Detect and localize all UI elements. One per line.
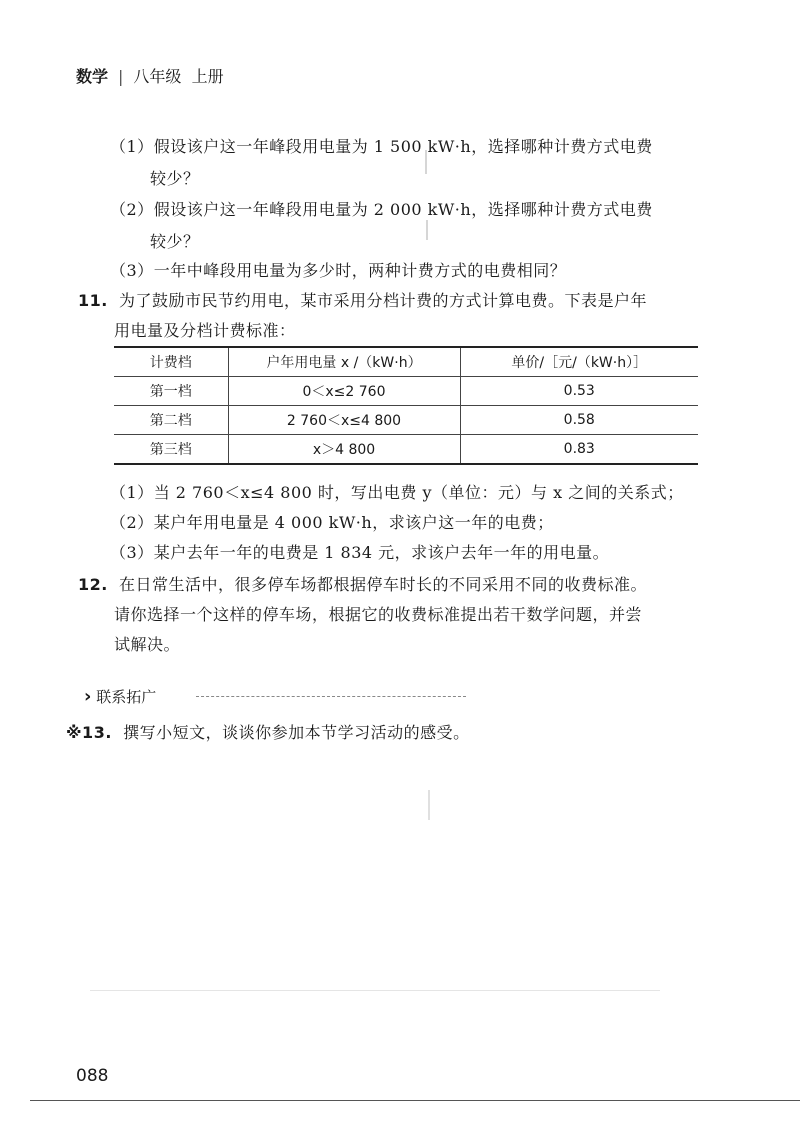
item-text: 一年中峰段用电量为多少时，两种计费方式的电费相同？ bbox=[153, 261, 567, 280]
table-row bbox=[114, 435, 698, 465]
table-header-cell: 计费档 bbox=[114, 347, 228, 377]
item-text: 当 2 760＜x≤4 800 时，写出电费 y（单位：元）与 x 之间的关系式； bbox=[153, 483, 684, 502]
problem-number: 11. bbox=[78, 291, 108, 310]
table-cell: 0.83 bbox=[563, 441, 595, 457]
scan-speck bbox=[90, 990, 660, 991]
p11-item-3 bbox=[110, 540, 609, 563]
prev-item-1 bbox=[110, 134, 653, 157]
problem-number: ※13. bbox=[66, 723, 112, 742]
item-text: 某户年用电量是 4 000 kW·h，求该户这一年的电费； bbox=[153, 513, 554, 532]
prev-item-2-cont: 较少？ bbox=[150, 232, 200, 251]
header-subject: 数学 bbox=[76, 67, 109, 86]
problem-11-line2: 用电量及分档计费标准： bbox=[114, 321, 296, 340]
table-cell: 2 760＜x≤4 800 bbox=[228, 406, 460, 435]
item-label: （1） bbox=[110, 483, 154, 502]
section-divider bbox=[196, 696, 466, 697]
section-heading bbox=[84, 686, 156, 707]
page-header bbox=[76, 64, 224, 87]
item-label: （3） bbox=[110, 543, 154, 562]
table-header-cell: 户年用电量 x /（kW·h） bbox=[228, 347, 460, 377]
prev-item-3 bbox=[110, 258, 566, 281]
scan-speck bbox=[428, 790, 430, 820]
table-cell: 0.58 bbox=[460, 406, 698, 435]
page-number: 088 bbox=[76, 1066, 109, 1086]
p11-item-2 bbox=[110, 510, 554, 533]
problem-13 bbox=[66, 720, 470, 743]
problem-11 bbox=[78, 288, 647, 311]
problem-12 bbox=[78, 572, 647, 595]
table-cell: 0.53 bbox=[460, 377, 698, 406]
problem-text: 撰写小短文，谈谈你参加本节学习活动的感受。 bbox=[123, 723, 470, 742]
problem-12-line2: 请你选择一个这样的停车场，根据它的收费标准提出若干数学问题，并尝 bbox=[114, 605, 643, 624]
table-cell: 第二档 bbox=[114, 406, 228, 435]
problem-text: 为了鼓励市民节约用电，某市采用分档计费的方式计算电费。下表是户年 bbox=[119, 291, 648, 310]
table-cell: x＞4 800 bbox=[228, 435, 460, 465]
table-cell: 第三档 bbox=[114, 435, 228, 465]
problem-text: 在日常生活中，很多停车场都根据停车时长的不同采用不同的收费标准。 bbox=[119, 575, 648, 594]
fee-table bbox=[114, 346, 698, 465]
header-separator: | bbox=[118, 67, 124, 86]
footer-rule bbox=[30, 1100, 800, 1101]
p11-item-1 bbox=[110, 480, 684, 503]
scan-speck bbox=[426, 220, 428, 240]
problem-12-line3: 试解决。 bbox=[114, 635, 181, 654]
table-row bbox=[114, 406, 698, 435]
table-cell: 0＜x≤2 760 bbox=[228, 377, 460, 406]
prev-item-2 bbox=[110, 197, 653, 220]
chevron-right-icon: › bbox=[84, 686, 92, 707]
table-row bbox=[114, 377, 698, 406]
section-title: 联系拓广 bbox=[96, 688, 157, 706]
table-cell: 第一档 bbox=[114, 377, 228, 406]
item-text: 假设该户这一年峰段用电量为 1 500 kW·h，选择哪种计费方式电费 bbox=[153, 137, 653, 156]
problem-number: 12. bbox=[78, 575, 108, 594]
item-text: 假设该户这一年峰段用电量为 2 000 kW·h，选择哪种计费方式电费 bbox=[153, 200, 653, 219]
item-label: （3） bbox=[110, 261, 154, 280]
item-label: （2） bbox=[110, 200, 154, 219]
header-grade: 八年级 bbox=[133, 67, 182, 86]
prev-item-1-cont: 较少？ bbox=[150, 169, 200, 188]
scan-speck bbox=[425, 150, 427, 174]
item-label: （2） bbox=[110, 513, 154, 532]
header-volume: 上册 bbox=[191, 67, 224, 86]
table-header-cell: 单价/［元/（kW·h）］ bbox=[460, 347, 698, 377]
item-label: （1） bbox=[110, 137, 154, 156]
table-header-row bbox=[114, 347, 698, 377]
item-text: 某户去年一年的电费是 1 834 元，求该户去年一年的用电量。 bbox=[153, 543, 610, 562]
